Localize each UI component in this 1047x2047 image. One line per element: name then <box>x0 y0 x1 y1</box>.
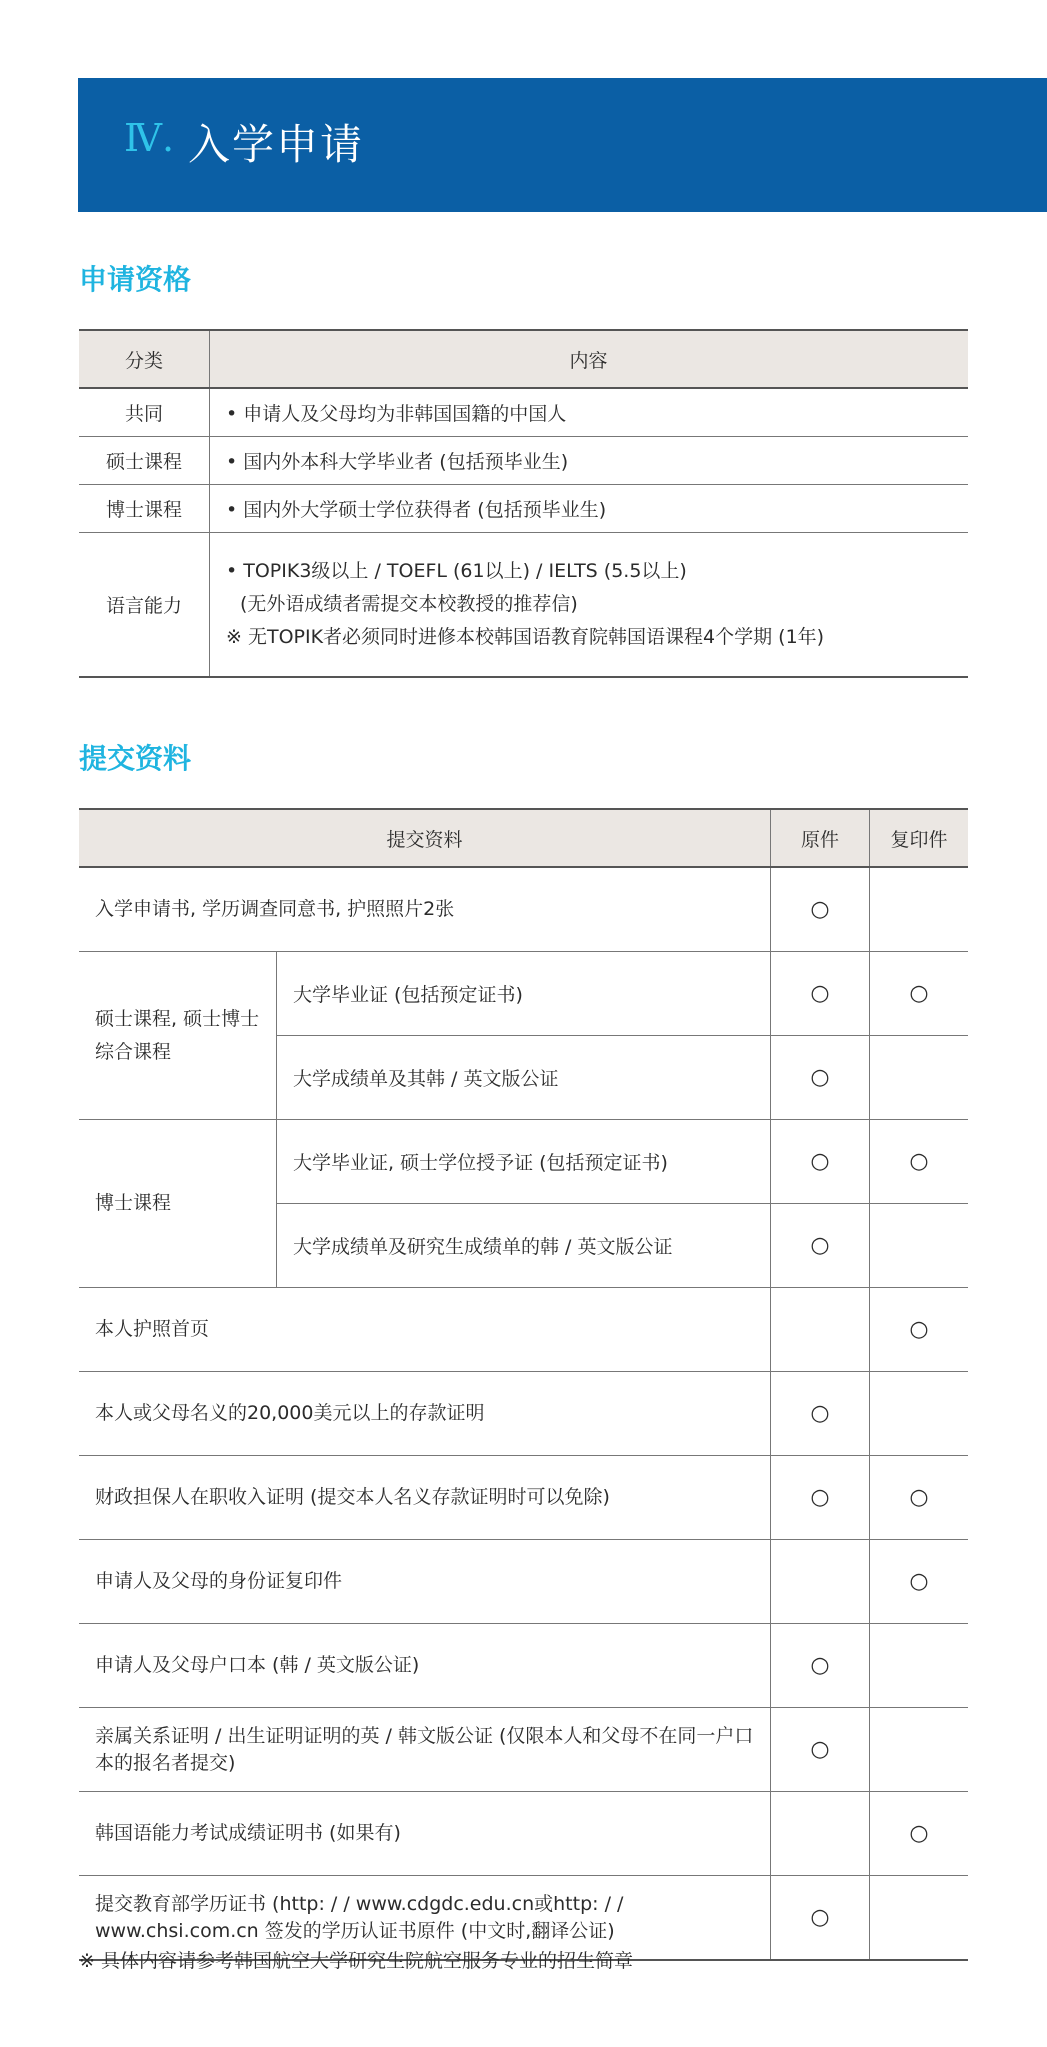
original-mark <box>771 1792 870 1876</box>
copy-mark: ○ <box>870 952 969 1036</box>
copy-mark <box>870 1204 969 1288</box>
copy-mark <box>870 867 969 952</box>
eligibility-title: 申请资格 <box>79 263 192 296</box>
header-category: 分类 <box>79 330 210 388</box>
document-name: 大学成绩单及研究生成绩单的韩 / 英文版公证 <box>277 1204 771 1288</box>
table-row <box>79 388 968 436</box>
copy-mark <box>870 1372 969 1456</box>
document-name: 大学毕业证, 硕士学位授予证 (包括预定证书) <box>277 1120 771 1204</box>
original-mark: ○ <box>771 867 870 952</box>
table-row <box>79 1456 968 1540</box>
original-mark: ○ <box>771 1624 870 1708</box>
documents-table <box>79 808 968 1961</box>
row-category: 语言能力 <box>79 532 210 677</box>
table-row <box>79 436 968 484</box>
footnote: ※ 具体内容请参考韩国航空大学研究生院航空服务专业的招生简章 <box>79 1950 633 1972</box>
language-line: (无外语成绩者需提交本校教授的推荐信) <box>240 592 578 615</box>
original-mark: ○ <box>771 1372 870 1456</box>
document-name: 大学毕业证 (包括预定证书) <box>277 952 771 1036</box>
table-row <box>79 1792 968 1876</box>
copy-mark <box>870 1624 969 1708</box>
row-category: 硕士课程 <box>79 436 210 484</box>
group-label: 硕士课程, 硕士博士综合课程 <box>79 952 277 1120</box>
original-mark: ○ <box>771 1120 870 1204</box>
row-content: • 国内外本科大学毕业者 (包括预毕业生) <box>210 436 969 484</box>
document-name: 大学成绩单及其韩 / 英文版公证 <box>277 1036 771 1120</box>
header-original: 原件 <box>771 809 870 867</box>
row-category: 博士课程 <box>79 484 210 532</box>
table-row <box>79 1540 968 1624</box>
copy-mark: ○ <box>870 1456 969 1540</box>
copy-mark <box>870 1036 969 1120</box>
original-mark: ○ <box>771 1456 870 1540</box>
section-banner <box>78 78 1047 212</box>
documents-title: 提交资料 <box>79 742 192 775</box>
language-line: • TOPIK3级以上 / TOEFL (61以上) / IELTS (5.5以上) <box>226 559 687 582</box>
copy-mark <box>870 1876 969 1961</box>
table-row <box>79 484 968 532</box>
header-content: 内容 <box>210 330 969 388</box>
document-name: 亲属关系证明 / 出生证明证明的英 / 韩文版公证 (仅限本人和父母不在同一户口本的报名者提交) <box>79 1708 771 1792</box>
original-mark: ○ <box>771 952 870 1036</box>
original-mark: ○ <box>771 1036 870 1120</box>
header-copy: 复印件 <box>870 809 969 867</box>
original-mark: ○ <box>771 1204 870 1288</box>
document-name: 本人护照首页 <box>79 1288 771 1372</box>
original-mark: ○ <box>771 1876 870 1961</box>
copy-mark: ○ <box>870 1288 969 1372</box>
table-row <box>79 532 968 677</box>
table-row <box>79 1372 968 1456</box>
table-row <box>79 1288 968 1372</box>
table-row <box>79 1120 968 1204</box>
language-line: ※ 无TOPIK者必须同时进修本校韩国语教育院韩国语课程4个学期 (1年) <box>226 625 825 648</box>
table-row <box>79 952 968 1036</box>
document-name: 财政担保人在职收入证明 (提交本人名义存款证明时可以免除) <box>79 1456 771 1540</box>
copy-mark: ○ <box>870 1120 969 1204</box>
document-name: 入学申请书, 学历调查同意书, 护照照片2张 <box>79 867 771 952</box>
section-numeral: Ⅳ. <box>124 116 175 160</box>
copy-mark: ○ <box>870 1540 969 1624</box>
language-requirements <box>210 532 969 677</box>
document-name: 申请人及父母的身份证复印件 <box>79 1540 771 1624</box>
document-name: 申请人及父母户口本 (韩 / 英文版公证) <box>79 1624 771 1708</box>
eligibility-table <box>79 329 968 678</box>
document-name: 提交教育部学历证书 (http: / / www.cdgdc.edu.cn或http: / / www.chsi.com.cn 签发的学历认证书原件 (中文时,翻译公证) <box>95 1892 624 1942</box>
copy-mark <box>870 1708 969 1792</box>
row-category: 共同 <box>79 388 210 436</box>
table-row <box>79 1708 968 1792</box>
header-documents: 提交资料 <box>79 809 771 867</box>
table-row <box>79 867 968 952</box>
table-row <box>79 1624 968 1708</box>
original-mark <box>771 1288 870 1372</box>
copy-mark: ○ <box>870 1792 969 1876</box>
document-name: 韩国语能力考试成绩证明书 (如果有) <box>79 1792 771 1876</box>
row-content: • 申请人及父母均为非韩国国籍的中国人 <box>210 388 969 436</box>
original-mark <box>771 1540 870 1624</box>
section-heading: 入学申请 <box>188 120 365 169</box>
document-name: 本人或父母名义的20,000美元以上的存款证明 <box>79 1372 771 1456</box>
original-mark: ○ <box>771 1708 870 1792</box>
group-label: 博士课程 <box>79 1120 277 1288</box>
row-content: • 国内外大学硕士学位获得者 (包括预毕业生) <box>210 484 969 532</box>
